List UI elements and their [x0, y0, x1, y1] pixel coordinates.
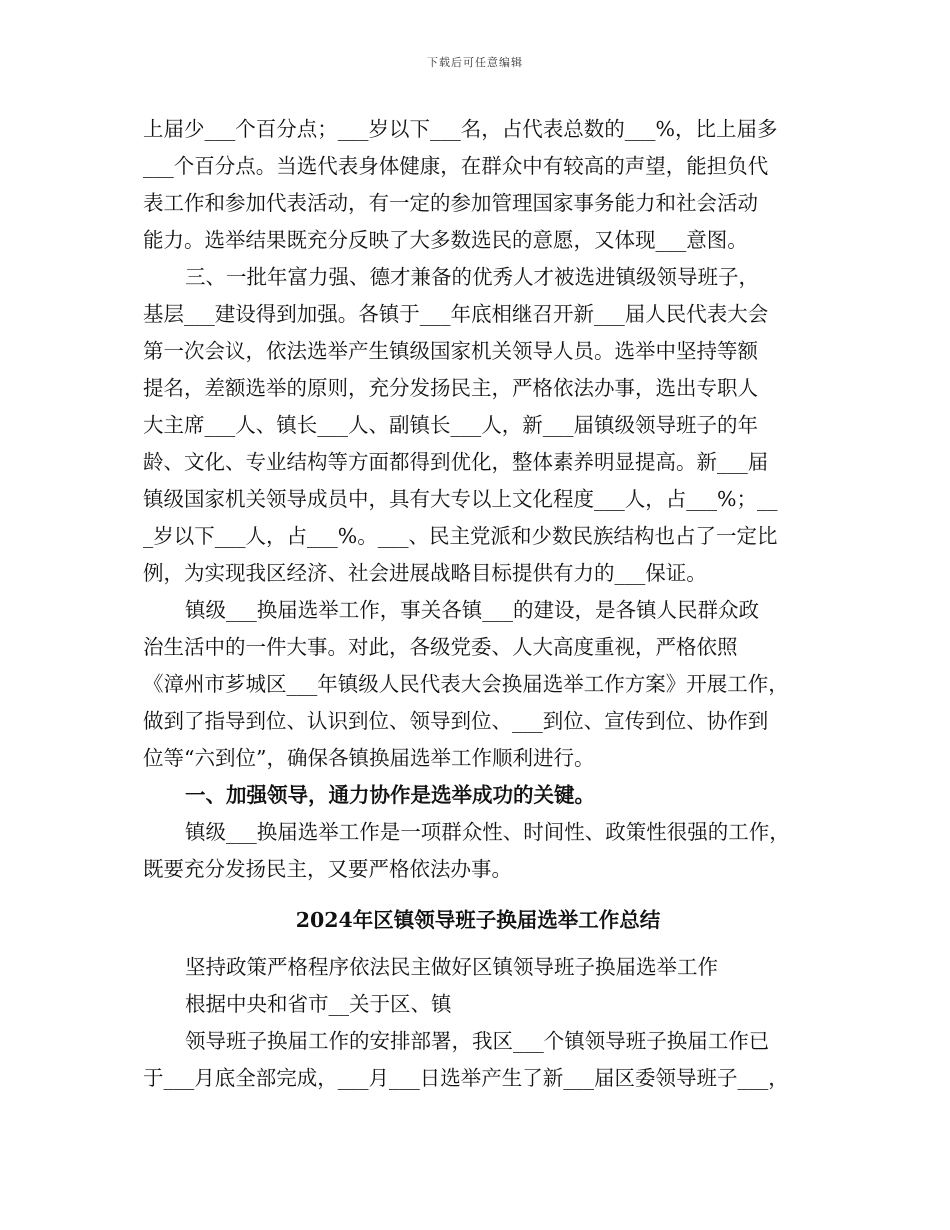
paragraph-line: 能力。选举结果既充分反映了大多数选民的意愿，又体现___意图。 [143, 228, 748, 252]
paragraph-line: 镇级国家机关领导成员中，具有大专以上文化程度___人，占___%；__ [143, 487, 778, 511]
paragraph-line: 镇级___换届选举工作是一项群众性、时间性、政策性很强的工作， [185, 820, 790, 844]
paragraph-line: _岁以下___人，占___%。___、民主党派和少数民族结构也占了一定比 [143, 524, 778, 548]
paragraph-line: 既要充分发扬民主，又要严格依法办事。 [143, 857, 512, 881]
paragraph-line: 镇级___换届选举工作，事关各镇___的建设，是各镇人民群众政 [185, 598, 759, 622]
paragraph-line: ___个百分点。当选代表身体健康，在群众中有较高的声望，能担负代 [143, 154, 769, 178]
paragraph-line: 例，为实现我区经济、社会进展战略目标提供有力的___保证。 [143, 561, 707, 585]
paragraph-line: 第一次会议，依法选举产生镇级国家机关领导人员。选举中坚持等额 [143, 339, 758, 363]
document-title: 2024年区镇领导班子换届选举工作总结 [295, 908, 661, 932]
document-body [143, 111, 813, 1097]
section-heading: 一、加强领导，通力协作是选举成功的关键。 [185, 783, 595, 807]
paragraph-line: 龄、文化、专业结构等方面都得到优化，整体素养明显提高。新___届 [143, 450, 769, 474]
paragraph-line: 提名，差额选举的原则，充分发扬民主，严格依法办事，选出专职人 [143, 376, 758, 400]
paragraph-line: 三、一批年富力强、德才兼备的优秀人才被选进镇级领导班子， [185, 265, 759, 289]
page-header: 下载后可任意编辑 [427, 56, 523, 69]
paragraph-line: 基层___建设得到加强。各镇于___年底相继召开新___届人民代表大会 [143, 302, 769, 326]
paragraph-line: 《漳州市芗城区___年镇级人民代表大会换届选举工作方案》开展工作， [143, 672, 789, 696]
paragraph-line: 于___月底全部完成，___月___日选举产生了新___届区委领导班子___， [143, 1066, 789, 1090]
subtitle-line: 坚持政策严格程序依法民主做好区镇领导班子换届选举工作 [185, 955, 718, 979]
paragraph-line: 根据中央和省市__关于区、镇 [185, 992, 452, 1016]
paragraph-line: 上届少___个百分点；___岁以下___名，占代表总数的___%，比上届多 [143, 117, 778, 141]
paragraph-line: 位等“六到位”，确保各镇换届选举工作顺利进行。 [143, 746, 595, 770]
paragraph-line: 大主席___人、镇长___人、副镇长___人，新___届镇级领导班子的年 [143, 413, 758, 437]
paragraph-line: 治生活中的一件大事。对此，各级党委、人大高度重视，严格依照 [143, 635, 738, 659]
paragraph-line: 做到了指导到位、认识到位、领导到位、___到位、宣传到位、协作到 [143, 709, 769, 733]
paragraph-line: 领导班子换届工作的安排部署，我区___个镇领导班子换届工作已 [185, 1029, 770, 1053]
paragraph-line: 表工作和参加代表活动，有一定的参加管理国家事务能力和社会活动 [143, 191, 758, 215]
